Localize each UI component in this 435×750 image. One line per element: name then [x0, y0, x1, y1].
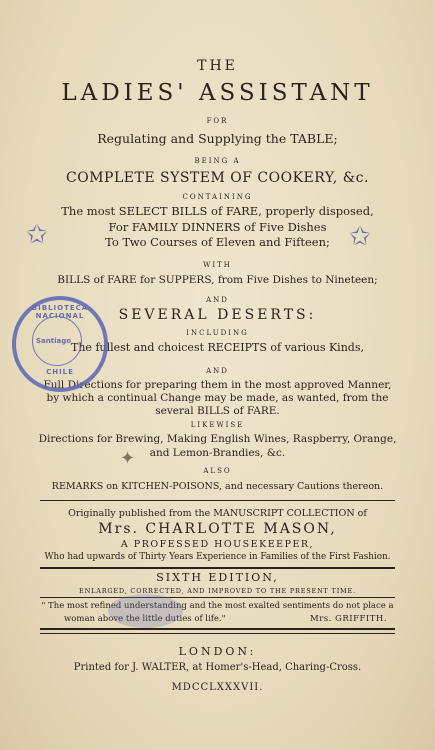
author-name: Mrs. CHARLOTTE MASON, — [98, 521, 337, 537]
label-likewise: LIKEWISE — [190, 421, 245, 429]
author-role: A PROFESSED HOUSEKEEPER, — [120, 539, 315, 550]
imprint-city: LONDON: — [178, 645, 257, 658]
receipts-line-1: The fullest and choicest RECEIPTS of various Kinds, — [71, 341, 364, 354]
label-with: WITH — [203, 261, 232, 269]
title-the: THE — [197, 58, 238, 74]
bills-line-3: To Two Courses of Eleven and Fifteen; — [105, 235, 330, 249]
divider-3 — [40, 597, 395, 598]
author-line-2: Who had upwards of Thirty Years Experience in Families of the First Fashion. — [44, 552, 391, 562]
bills-line-1: The most SELECT BILLS of FARE, properly disposed, — [61, 204, 374, 218]
title-purpose: Regulating and Supplying the TABLE; — [97, 131, 338, 146]
ink-blot-icon: ✦ — [120, 448, 136, 469]
system-name: COMPLETE SYSTEM OF COOKERY, &c. — [66, 170, 369, 186]
receipts-line-2: Full Directions for preparing them in the most approved Manner, — [43, 379, 392, 391]
likewise-line-3: REMARKS on KITCHEN-POISONS, and necessary Cautions thereon. — [51, 481, 384, 492]
divider-5 — [40, 633, 395, 634]
epigraph-attribution: Mrs. GRIFFITH. — [310, 614, 388, 624]
book-title: LADIES' ASSISTANT — [61, 80, 374, 106]
author-line-1: Originally published from the MANUSCRIPT COLLECTION of — [68, 508, 367, 519]
divider-1 — [40, 500, 395, 501]
epigraph-line-1: " The most refined understanding and the most exalted sentiments do not place a — [41, 601, 394, 611]
label-and-2: AND — [206, 367, 229, 375]
library-stamp — [12, 296, 108, 392]
desserts-line: SEVERAL DESERTS: — [118, 307, 317, 323]
label-and: AND — [206, 296, 229, 304]
label-being-a: BEING A — [194, 157, 241, 165]
stamp-bottom-text: CHILE — [46, 368, 74, 376]
label-also: ALSO — [203, 467, 232, 475]
label-including: INCLUDING — [186, 329, 249, 337]
stamp-smudge — [108, 594, 183, 628]
suppers-line: BILLS of FARE for SUPPERS, from Five Dishes to Nineteen; — [57, 274, 378, 286]
epigraph-line-2: woman above the little duties of life." — [64, 614, 226, 624]
imprint-printer: Printed for J. WALTER, at Homer's-Head, Charing-Cross. — [73, 662, 362, 673]
receipts-line-3: by which a continual Change may be made, as wanted, from the — [46, 392, 389, 404]
edition-label: SIXTH EDITION, — [156, 571, 279, 584]
receipts-line-4: several BILLS of FARE. — [155, 405, 280, 417]
divider-4 — [40, 628, 395, 630]
label-containing: CONTAINING — [182, 193, 253, 201]
divider-2 — [40, 567, 395, 569]
stamp-top-text: BIBLIOTECA NACIONAL — [31, 304, 89, 320]
likewise-line-2: and Lemon-Brandies, &c. — [149, 447, 286, 459]
ink-star-right-icon: ✩ — [349, 222, 371, 252]
likewise-line-1: Directions for Brewing, Making English Wines, Raspberry, Orange, — [38, 433, 397, 445]
ink-star-left-icon: ✩ — [26, 220, 48, 250]
edition-note: ENLARGED, CORRECTED, AND IMPROVED TO THE PRESENT TIME. — [79, 587, 356, 595]
label-for: FOR — [206, 117, 229, 125]
bills-line-2: For FAMILY DINNERS of Five Dishes — [108, 220, 327, 234]
imprint-year: MDCCLXXXVII. — [171, 682, 264, 693]
stamp-city: Santiago — [36, 337, 72, 345]
